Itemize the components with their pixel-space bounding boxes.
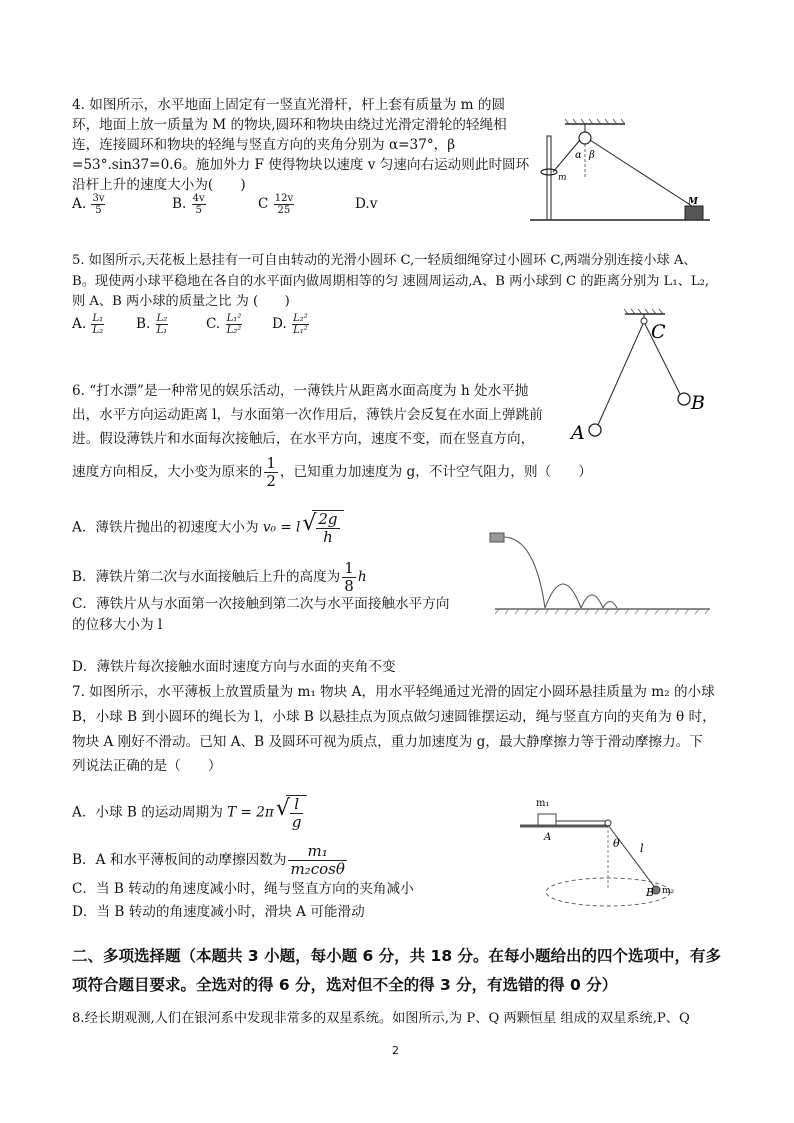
q7-option-a: A．小球 B 的运动周期为 T = 2π √ $\frac{l}{g}$ — [72, 795, 307, 831]
q4-alpha-label: α — [575, 150, 582, 161]
q4-line1: 4. 如图所示，水平地面上固定有一竖直光滑杆，杆上套有质量为 m 的圆 — [72, 97, 506, 113]
q7-option-b: B．A 和水平薄板间的动摩擦因数为 $\frac{\text{m₁}}{\text{m₂cosθ}}$ — [72, 842, 345, 878]
q5-line1: 5. 如图所示,天花板上悬挂有一可自由转动的光滑小圆环 C,一轻质细绳穿过小圆环 C,两端分别连接小球 A、 — [72, 253, 697, 268]
q4-line4: =53°.sin37=0.6。施加外力 F 使得物块以速度 v 匀速向右运动则此时圆环 — [72, 157, 530, 173]
q6-line3: 进。假设薄铁片和水面每次接触后，在水平方向，速度不变，而在竖直方向， — [72, 431, 535, 447]
q6-option-b: B．薄铁片第二次与水面接触后上升的高度为 $\frac{1}{8}$ h — [72, 559, 367, 595]
q7-label-b: B — [646, 886, 655, 899]
q6-option-d: D．薄铁片每次接触水面时速度方向与水面的夹角不变 — [72, 659, 396, 675]
q7-option-c: C．当 B 转动的角速度减小时，绳与竖直方向的夹角减小 — [72, 881, 414, 897]
q5-line2: B。现使两小球平稳地在各自的水平面内做周期相等的匀 速圆周运动,A、B 两小球到 C 的距离分别为 L₁、L₂, — [72, 274, 710, 289]
q4-pole — [547, 136, 551, 220]
q5-label-a: A — [571, 422, 585, 444]
section2-heading-line1: 二、多项选择题（本题共 3 小题，每小题 6 分，共 18 分。在每小题给出的四个选项中，有多 — [72, 947, 722, 965]
q4-block — [685, 206, 703, 220]
q5-ball-a — [589, 424, 601, 436]
q8-line1: 8.经长期观测,人们在银河系中发现非常多的双星系统。如图所示,为 P、Q 两颗恒星 组成的双星系统,P、Q — [72, 1011, 690, 1026]
q7-line4: 列说法正确的是（ ） — [72, 758, 222, 774]
q4-line2: 环，地面上放一质量为 M 的物块,圆环和物块由绕过光滑定滑轮的轻绳相 — [72, 117, 507, 133]
page-number: 2 — [392, 1044, 399, 1057]
q7-figure — [520, 792, 720, 917]
q7-line3: 物块 A 刚好不滑动。已知 A、B 及圆环可视为质点，重力加速度为 g，最大静摩擦力等于滑动摩擦力。下 — [72, 734, 703, 750]
q7-label-l: l — [640, 842, 644, 855]
q4-pulley — [579, 132, 591, 144]
q5-ring-c — [641, 318, 647, 324]
q4-figure — [525, 118, 725, 228]
q6-line1: 6. “打水漂”是一种常见的娱乐活动，一薄铁片从距离水面高度为 h 处水平抛 — [72, 383, 529, 399]
q6-option-c-line1: C．薄铁片从与水面第一次接触到第二次与水平面接触水平方向 — [72, 596, 450, 612]
q4-option-d: D.v — [355, 196, 378, 212]
q5-label-b: B — [691, 392, 705, 414]
q6-option-c-line2: 的位移大小为 l — [72, 617, 163, 633]
q4-ring-label: m — [558, 173, 567, 183]
q7-label-m1: m₁ — [536, 798, 550, 809]
q5-option-a: A. $\frac{\text{L₁}}{\text{L₂}}$ — [72, 313, 104, 336]
section2-heading-line2: 项符合题目要求。全选对的得 6 分，选对但不全的得 3 分，有选错的得 0 分） — [72, 976, 618, 994]
q5-line3: 则 A、B 两小球的质量之比 为 ( ) — [72, 294, 290, 309]
q6-figure — [485, 520, 715, 620]
q6-option-a: A．薄铁片抛出的初速度大小为 v₀ = l √ $\frac{2g}{h}$ — [72, 510, 344, 546]
q5-ball-b — [678, 393, 690, 405]
q5-option-c: C. $\frac{\text{L₁²}}{\text{L₂²}}$ — [206, 313, 242, 336]
q7-line1: 7. 如图所示，水平薄板上放置质量为 m₁ 物块 A，用水平轻绳通过光滑的固定小圆环悬挂质量为 m₂ 的小球 — [72, 684, 715, 700]
q7-option-d: D．当 B 转动的角速度减小时，滑块 A 可能滑动 — [72, 904, 365, 920]
q7-label-a: A — [544, 832, 552, 843]
q4-option-a: A. $\frac{3v}{5}$ — [72, 193, 105, 216]
q6-iron-sheet — [490, 533, 504, 542]
q7-line2: B，小球 B 到小圆环的绳长为 l，小球 B 以悬挂点为顶点做匀速圆锥摆运动，绳与竖直方向的夹角为 θ 时， — [72, 709, 716, 725]
q5-label-c: C — [651, 321, 666, 343]
q5-figure — [565, 308, 725, 448]
q5-option-b: B. $\frac{\text{L₂}}{\text{L₁}}$ — [136, 313, 168, 336]
q4-option-c: C $\frac{12v}{25}$ — [258, 193, 294, 216]
q7-label-theta: θ — [613, 837, 620, 850]
q4-beta-label: β — [589, 150, 595, 161]
q6-line2: 出，水平方向运动距离 l，与水面第一次作用后，薄铁片会反复在水面上弹跳前 — [72, 407, 543, 423]
q4-line5: 沿杆上升的速度大小为( ) — [72, 177, 246, 193]
q4-block-label: M — [688, 197, 698, 207]
q7-label-m2: m₂ — [662, 886, 675, 896]
q4-line3: 连，连接圆环和物块的轻绳与竖直方向的夹角分别为 α=37°，β — [72, 137, 456, 153]
q7-block-a — [538, 814, 556, 826]
q6-line4: 速度方向相反，大小变为原来的 $\frac{1}{2}$ ，已知重力加速度为 g，不计空气阻力，则（ ） — [72, 454, 592, 490]
q4-option-b: B. $\frac{4v}{5}$ — [172, 193, 205, 216]
q5-option-d: D. $\frac{\text{L₂²}}{\text{L₁²}}$ — [272, 313, 308, 336]
